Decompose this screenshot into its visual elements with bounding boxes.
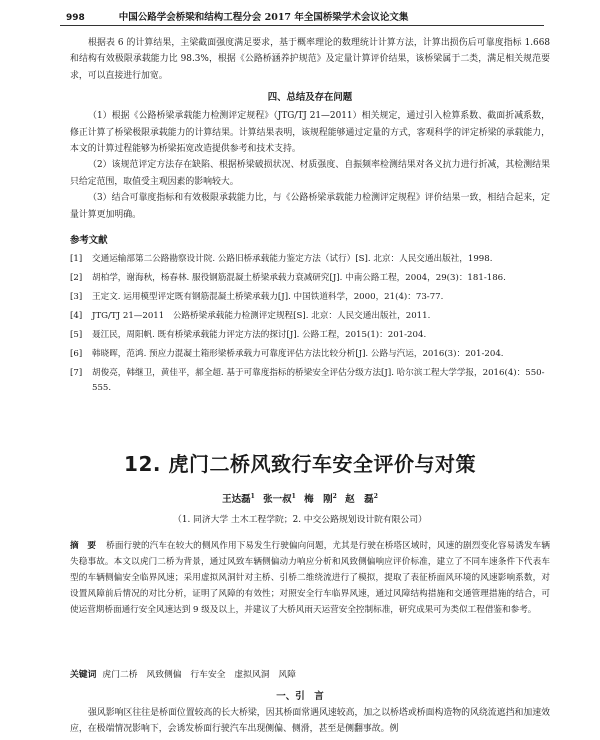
previous-article-text [70,35,550,223]
abstract-label: 摘 要 [70,541,97,551]
author: 梅 刚$^2$ [304,492,337,505]
affiliation: （1. 同济大学 土木工程学院；2. 中交公路规划设计院有限公司） [173,515,427,525]
keywords-text: 虎门二桥 风致侧偏 行车安全 虚拟风洞 风障 [102,670,296,680]
conclusion-2: （2）该规范评定方法存在缺陷、根据桥梁破损状况、材质强度、自振频率检测结果对各义抗力进行折减，其检测结果只给定范围，取值受主观因素的影响较大。 [70,160,550,187]
result-paragraph: 根据表 6 的计算结果，主梁截面强度满足要求，基于概率理论的数理统计计算方法，计算出损伤后可靠度指标 1.668 和结构有效极限承载能力比 98.3%，根据《公路桥涵养护规范》及定量计算评价结果，该桥梁属于二类，满足相关规范要求，可以直接进行加宽。 [70,38,550,81]
author: 赵 磊$^2$ [345,492,378,505]
reference-item: [4] JTG/TJ 21—2011 公路桥梁承载能力检测评定规程[S]. 北京：人民交通出版社，2011. [70,311,431,321]
reference-item: [7] 胡俊亮，韩继卫，黄佳平，郝全超. 基于可靠度指标的桥梁安全评估分级方法[J]. 哈尔滨工程大学学报，2016(4)：550-555. [70,368,545,394]
author: 王达磊$^1$ [222,492,255,505]
conclusion-1: （1）根据《公路桥梁承载能力检测评定规程》（JTG/TJ 21—2011）相关规定，通过引入检算系数、截面折减系数，修正计算了桥梁极限承载能力的计算结果。计算结果表明，该规程能够通过定量的方式，客观科学的评定桥梁的承载能力，本文的计算过程能够为桥梁拓宽改造提供参考和技术支持。 [70,111,550,155]
abstract-text: 桥面行驶的汽车在较大的侧风作用下易发生行驶偏向问题，尤其是行驶在桥塔区域时，风速的剧烈变化容易诱发车辆失稳事故。本文以虎门二桥为背景，通过风致车辆侧偏动力响应分析和风致侧偏响应评价标准，建立了不同车速条件下代表车型的车辆侧偏安全临界风速；采用虚拟风洞针对主桥、引桥二维绕流进行了模拟，提取了表征桥面风环境的风速影响系数，对设置风障前后情况的对比分析，证明了风障的有效性；对照安全行车临界风速，通过风障结构措施和交通管理措施的结合，可使运营期桥面通行安全风速达到 9 级及以上，并建议了大桥风雨天运营安全控制标准，研究成果可为类似工程借鉴和参考。 [70,541,550,616]
running-head [66,9,536,23]
reference-item: [5] 聂江民，周阳帆. 既有桥梁承载能力评定方法的探讨[J]. 公路工程，2015(1)：201-204. [70,330,427,340]
intro-paragraph: 强风影响区往往是桥面位置较高的长大桥梁，因其桥面常遇风速较高，加之以桥塔或桥面构造物的风绕流遮挡和加速效应，在极端情况影响下，会诱发桥面行驶汽车出现侧偏、侧滑，甚至是侧翻事故。例 [70,708,550,735]
keywords-label: 关键词 [70,670,97,680]
article-title: 12. 虎门二桥风致行车安全评价与对策 [124,452,476,476]
author: 张一叔$^1$ [263,492,296,505]
intro-heading: 一、引 言 [276,691,324,702]
page-number: 998 [66,13,85,23]
keywords [70,667,550,680]
header-rule [60,25,544,26]
reference-item: [3] 王定文. 运用模型评定既有钢筋混凝土桥梁承载力[J]. 中国铁道科学，2000，21(4)：73-77. [70,292,444,302]
references-section [70,232,550,400]
reference-item: [6] 韩晓晖，范鸿. 预应力混凝土箱形梁桥承载力可靠度评估方法比较分析[J]. 公路与汽运，2016(3)：201-204. [70,349,504,359]
reference-item: [1] 交通运输部第二公路勘察设计院. 公路旧桥承载能力鉴定方法（试行）[S]. 北京：人民交通出版社，1998. [70,254,493,264]
section-heading-summary: 四、总结及存在问题 [267,92,353,104]
author-line [0,491,600,505]
abstract [70,538,550,618]
references-heading: 参考文献 [70,235,108,246]
reference-item: [2] 胡柏学，谢海秋，杨春林. 服役钢筋混凝土桥梁承载力衰减研究[J]. 中南公路工程，2004，29(3)：181-186. [70,273,506,283]
proceedings-title: 中国公路学会桥梁和结构工程分会 2017 年全国桥梁学术会议论文集 [118,12,409,23]
reference-list [70,252,550,397]
conclusion-3: （3）结合可靠度指标和有效极限承载能力比，与《公路桥梁承载能力检测评定规程》评价结果一致，相结合起来，定量计算更加明确。 [70,193,550,220]
